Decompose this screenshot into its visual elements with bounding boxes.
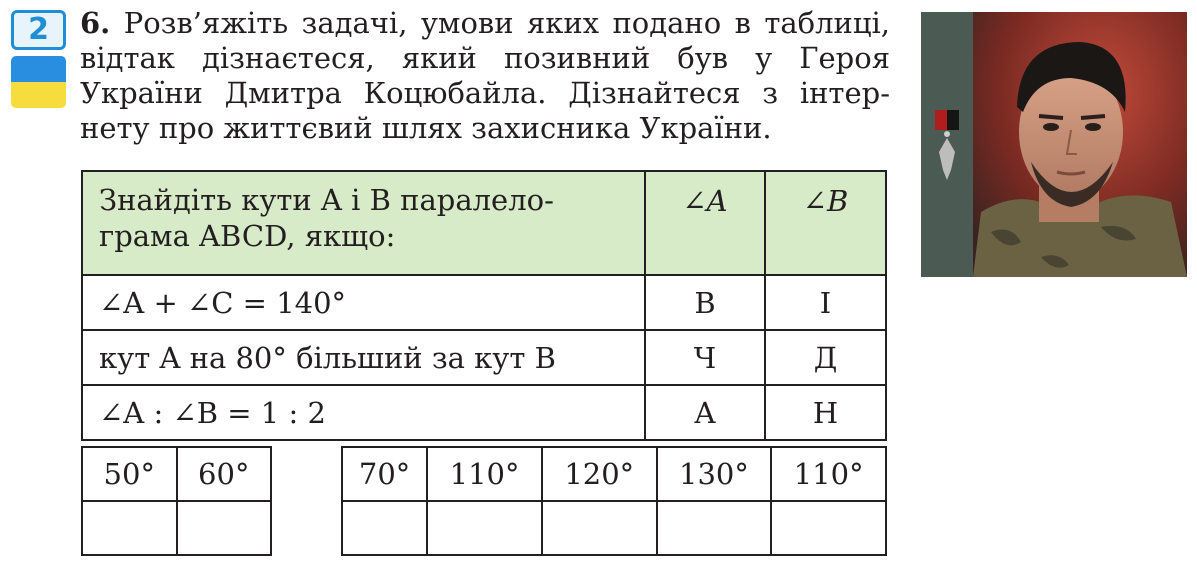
answer-blank[interactable] (177, 501, 272, 555)
conditions-table (81, 170, 887, 441)
answer-blank[interactable] (542, 501, 657, 555)
level-number: 2 (28, 12, 49, 47)
table-row (82, 330, 886, 385)
answer-blank[interactable] (82, 501, 177, 555)
answer-grid-left (81, 446, 272, 556)
condition-cell: ∠A + ∠C = 140° (82, 275, 645, 330)
letter-a-cell: Ч (645, 330, 765, 385)
task-line-3: України Дмитра Коцюбайла. Дізнайтеся з інтер- (80, 76, 890, 110)
answer-blank[interactable] (427, 501, 542, 555)
table-row (82, 385, 886, 440)
question-line-1: Знайдіть кути A і B паралело- (99, 183, 554, 217)
answer-value: 130° (657, 447, 772, 501)
task-line-2: відтак дізнаєтеся, який позивний був у Героя (80, 41, 890, 75)
answer-value: 120° (542, 447, 657, 501)
answer-blank[interactable] (771, 501, 886, 555)
answer-grid-right (341, 446, 887, 556)
condition-cell: ∠A : ∠B = 1 : 2 (82, 385, 645, 440)
letter-b-cell: Н (765, 385, 886, 440)
letter-b-cell: І (765, 275, 886, 330)
answer-value: 50° (82, 447, 177, 501)
ukraine-flag-icon (11, 56, 66, 108)
task-line-4: нету про життєвий шлях захисника України. (80, 111, 772, 145)
table-row (82, 275, 886, 330)
level-badge (11, 10, 66, 50)
letter-a-cell: А (645, 385, 765, 440)
letter-a-cell: В (645, 275, 765, 330)
condition-cell: кут A на 80° більший за кут B (82, 330, 645, 385)
header-angle-a: ∠A (645, 171, 765, 275)
task-line-1: Розв’яжіть задачі, умови яких подано в таблиці, (123, 6, 890, 40)
answer-value: 110° (427, 447, 542, 501)
soldier-portrait-photo (921, 12, 1187, 277)
question-line-2: грама ABCD, якщо: (99, 219, 396, 253)
answer-blank[interactable] (657, 501, 772, 555)
answer-value: 60° (177, 447, 272, 501)
table-question (82, 171, 645, 275)
answer-blank[interactable] (342, 501, 427, 555)
answer-value: 70° (342, 447, 427, 501)
header-angle-b: ∠B (765, 171, 886, 275)
task-text (80, 6, 890, 146)
answer-value: 110° (771, 447, 886, 501)
task-number: 6. (80, 6, 111, 40)
letter-b-cell: Д (765, 330, 886, 385)
